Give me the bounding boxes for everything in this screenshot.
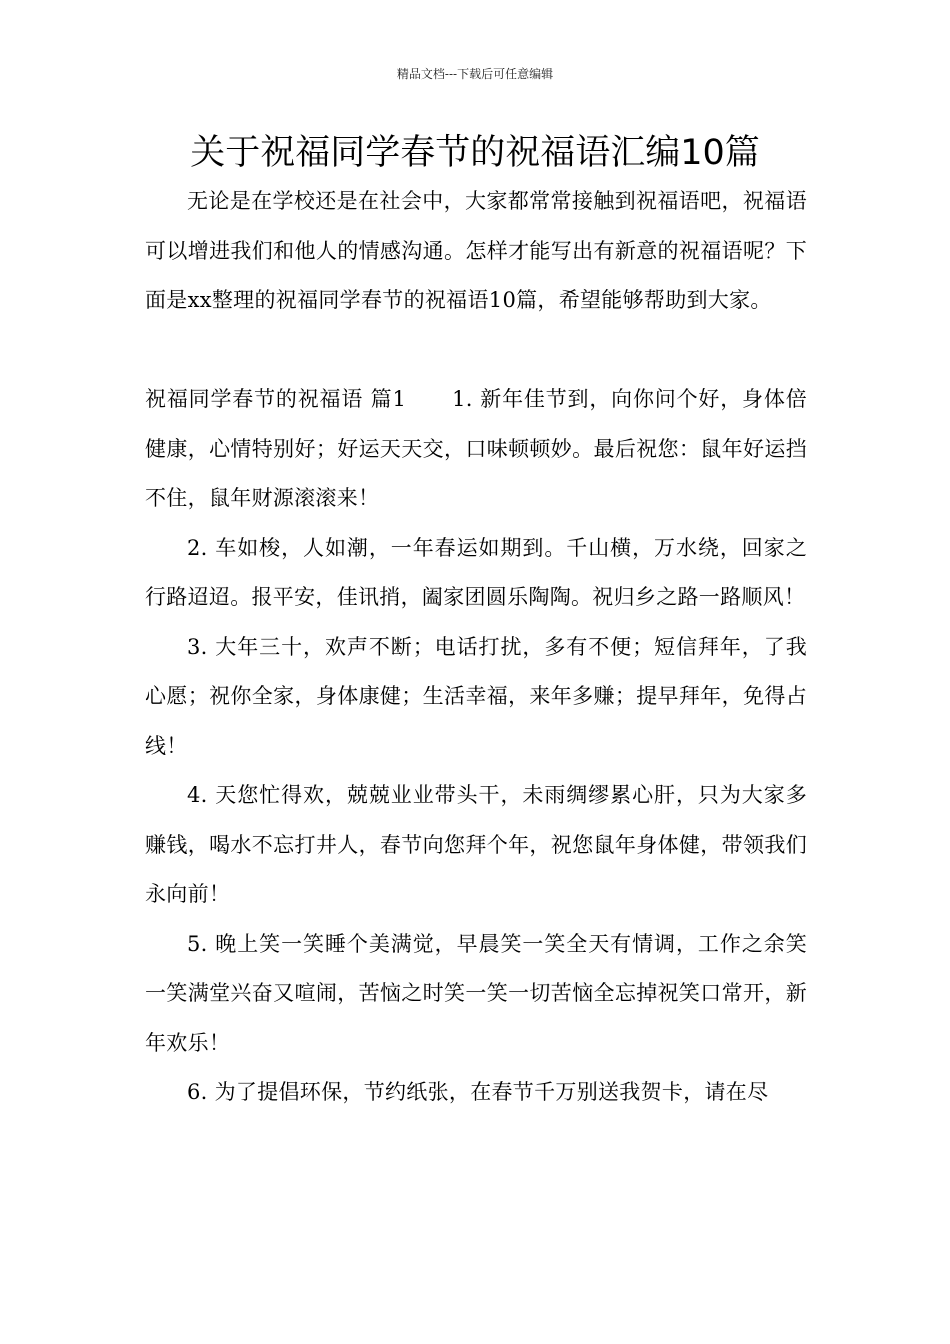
greeting-item-1: 1. 新年佳节到，向你问个好，身体倍健康，心情特别好；好运天天交，口味顿顿妙。最后祝您：鼠年好运挡不住，鼠年财源滚滚来！: [145, 387, 807, 510]
greeting-item-4: 4. 天您忙得欢，兢兢业业带头干，未雨绸缪累心肝，只为大家多赚钱，喝水不忘打井人，春节向您拜个年，祝您鼠年身体健，带领我们永向前！: [145, 783, 807, 906]
paragraph-spacer: [145, 326, 807, 376]
greeting-item-6: 6. 为了提倡环保，节约纸张，在春节千万别送我贺卡，请在尽: [187, 1080, 769, 1104]
greeting-item-2: 2. 车如梭，人如潮，一年春运如期到。千山横，万水绕，回家之行路迢迢。报平安，佳讯捎，阖家团圆乐陶陶。祝归乡之路一路顺风！: [145, 535, 807, 609]
document-body: [145, 177, 807, 1118]
section-1-paragraph: [145, 375, 807, 524]
document-title: 关于祝福同学春节的祝福语汇编10篇: [190, 133, 760, 173]
greeting-item-3: 3. 大年三十，欢声不断；电话打扰，多有不便；短信拜年，了我心愿；祝你全家，身体康健；生活幸福，来年多赚；提早拜年，免得占线！: [145, 634, 807, 758]
page-header-note: 精品文档---下载后可任意编辑: [396, 67, 554, 81]
greeting-item-5: 5. 晚上笑一笑睡个美满觉，早晨笑一笑全天有情调，工作之余笑一笑满堂兴奋又喧闹，苦恼之时笑一笑一切苦恼全忘掉祝笑口常开，新年欢乐！: [145, 931, 807, 1055]
section-heading: 祝福同学春节的祝福语 篇1: [145, 387, 407, 411]
intro-paragraph: 无论是在学校还是在社会中，大家都常常接触到祝福语吧，祝福语可以增进我们和他人的情感沟通。怎样才能写出有新意的祝福语呢？下面是xx整理的祝福同学春节的祝福语10篇，希望能够帮助到大家。: [145, 189, 807, 312]
